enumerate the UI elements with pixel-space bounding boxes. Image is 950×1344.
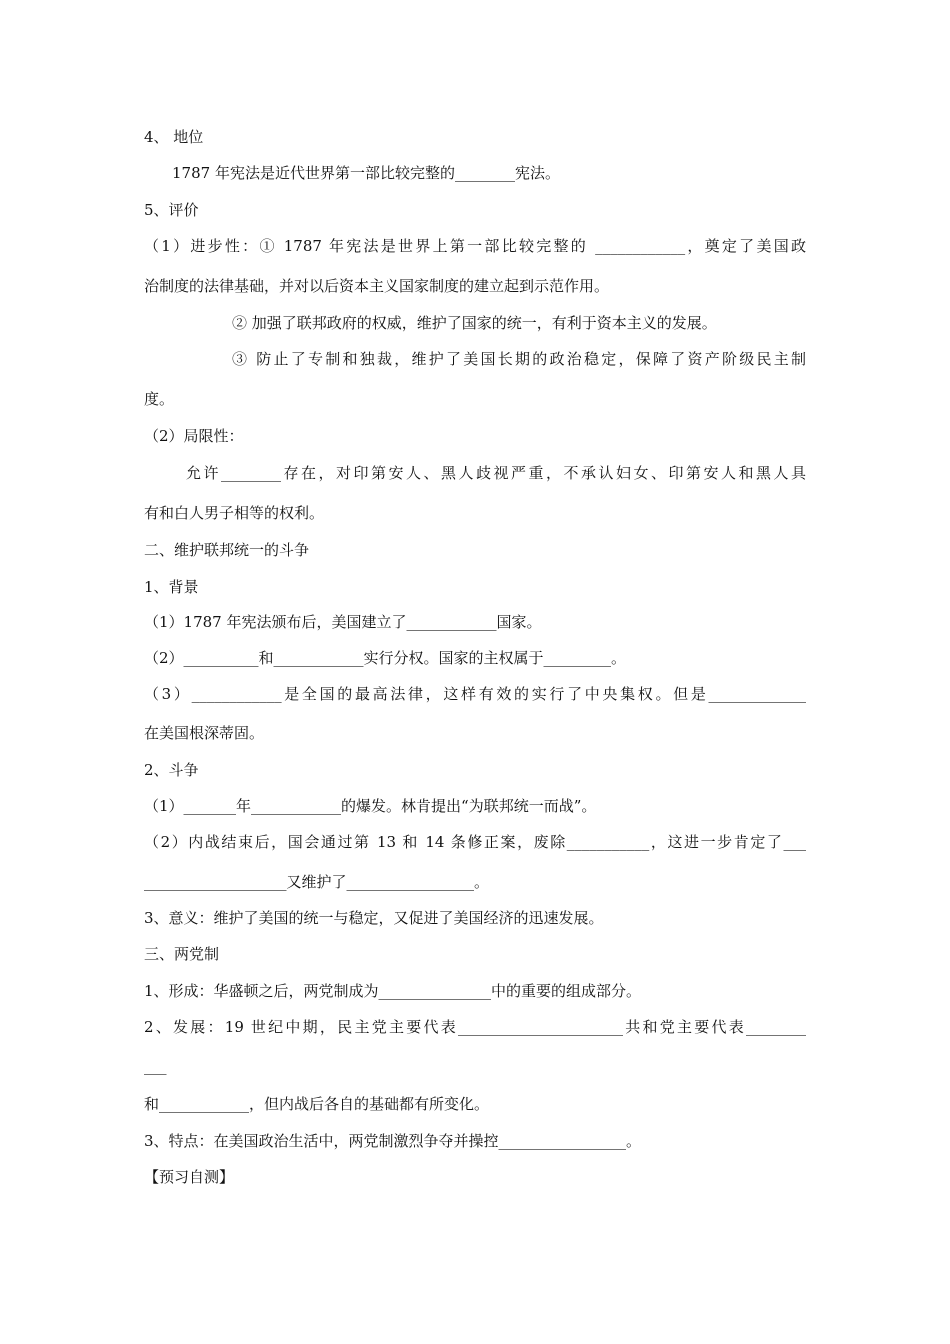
chapter-heading-union: 二、维护联邦统一的斗争 bbox=[144, 541, 310, 559]
background-item-3-line-1: （3）____________是全国的最高法律，这样有效的实行了中央集权。但是_____________ bbox=[144, 685, 806, 703]
development-line-2: ___ bbox=[144, 1057, 167, 1075]
formation-text: 1、形成：华盛顿之后，两党制成为_______________中的重要的组成部分。 bbox=[144, 982, 642, 1000]
chapter-heading-two-party: 三、两党制 bbox=[144, 945, 220, 963]
status-text: 1787 年宪法是近代世界第一部比较完整的________宪法。 bbox=[172, 164, 560, 182]
development-line-1: 2、发展：19 世纪中期，民主党主要代表______________________共和党主要代表________ bbox=[144, 1018, 806, 1036]
progress-point-1-line-1: （1）进步性：① 1787 年宪法是世界上第一部比较完整的 ____________，奠定了美国政 bbox=[144, 237, 806, 255]
struggle-item-1: （1）_______年____________的爆发。林肯提出“为联邦统一而战”。 bbox=[144, 797, 597, 815]
progress-point-3-line-2: 度。 bbox=[144, 390, 175, 408]
significance-text: 3、意义：维护了美国的统一与稳定，又促进了美国经济的迅速发展。 bbox=[144, 909, 604, 927]
progress-point-3-line-1: ③ 防止了专制和独裁，维护了美国长期的政治稳定，保障了资产阶级民主制 bbox=[232, 350, 806, 368]
section-heading-background: 1、背景 bbox=[144, 578, 199, 596]
background-item-1: （1）1787 年宪法颁布后，美国建立了____________国家。 bbox=[144, 613, 542, 631]
section-heading-struggle: 2、斗争 bbox=[144, 761, 199, 779]
features-text: 3、特点：在美国政治生活中，两党制激烈争夺并操控_________________。 bbox=[144, 1132, 642, 1150]
development-line-3: 和____________，但内战后各自的基础都有所变化。 bbox=[144, 1095, 490, 1113]
limitation-line-2: 有和白人男子相等的权利。 bbox=[144, 504, 325, 522]
struggle-item-2-line-1: （2）内战结束后，国会通过第 13 和 14 条修正案，废除___________，这进一步肯定了___ bbox=[144, 833, 806, 851]
self-test-heading: 【预习自测】 bbox=[144, 1168, 235, 1186]
background-item-2: （2）__________和____________实行分权。国家的主权属于_________。 bbox=[144, 649, 627, 667]
progress-point-2: ② 加强了联邦政府的权威，维护了国家的统一，有利于资本主义的发展。 bbox=[232, 314, 717, 332]
background-item-3-line-2: 在美国根深蒂固。 bbox=[144, 724, 265, 742]
struggle-item-2-line-2: ___________________又维护了_________________。 bbox=[144, 873, 490, 891]
section-heading-status: 4、 地位 bbox=[144, 128, 204, 146]
section-heading-evaluation: 5、评价 bbox=[144, 201, 199, 219]
limitation-heading: （2）局限性： bbox=[144, 427, 244, 445]
progress-point-1-line-2: 治制度的法律基础，并对以后资本主义国家制度的建立起到示范作用。 bbox=[144, 277, 610, 295]
limitation-line-1: 允许________存在，对印第安人、黑人歧视严重，不承认妇女、印第安人和黑人具 bbox=[186, 464, 806, 482]
